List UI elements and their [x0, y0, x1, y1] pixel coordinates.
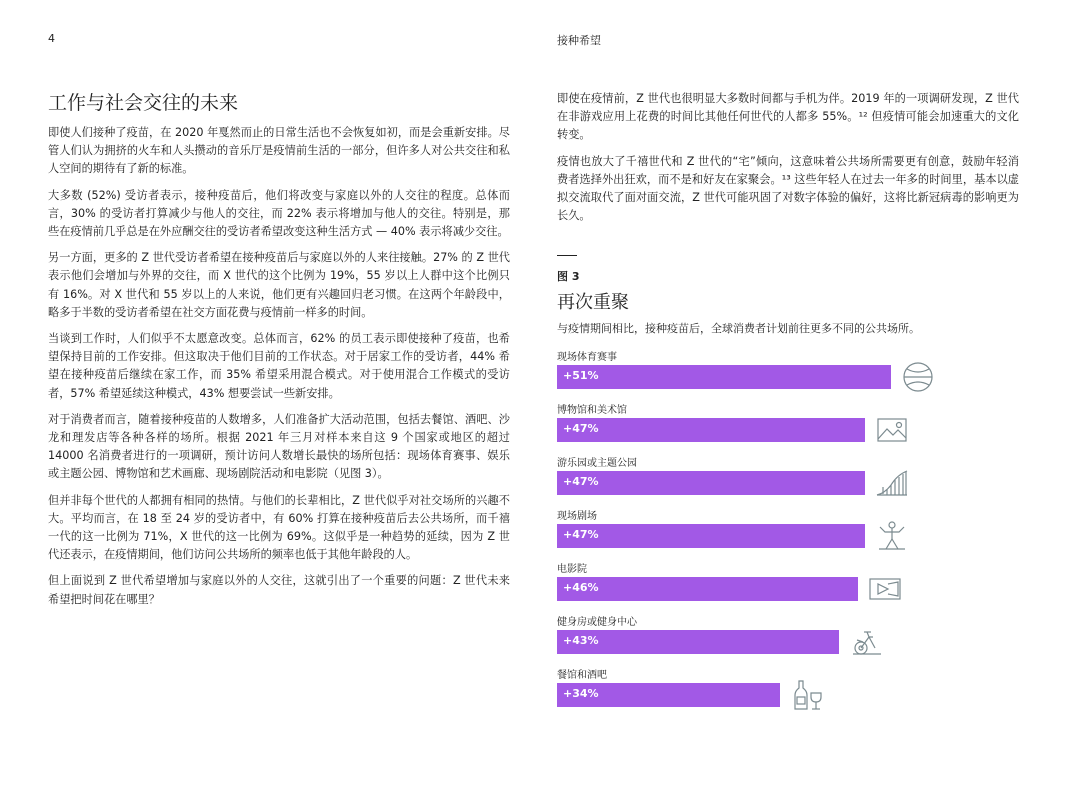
chart-row: [557, 558, 1019, 611]
paragraph: 疫情也放大了千禧世代和 Z 世代的“宅”倾向，这意味着公共场所需要更有创意，鼓励年轻消费者选择外出狂欢，而不是和好友在家聚会。¹³ 这些年轻人在过去一年多的时间里，基本以虚拟交流取代了面对面交流，Z 世代可能巩固了对数字体验的偏好，这将比新冠病毒的影响更为长久。: [557, 154, 1019, 223]
chart-row: [557, 505, 1019, 558]
performer-icon: [875, 520, 909, 552]
bar-value-label: +46%: [563, 581, 599, 595]
category-label: 健身房或健身中心: [557, 617, 637, 629]
rollercoaster-icon: [875, 467, 909, 499]
right-column: [557, 90, 1019, 717]
chart-row: [557, 452, 1019, 505]
bar: [557, 577, 858, 601]
running-title: 接种希望: [557, 34, 601, 47]
category-label: 餐馆和酒吧: [557, 670, 607, 682]
chart-row: [557, 346, 1019, 399]
category-label: 电影院: [557, 564, 587, 576]
paragraph: 另一方面，更多的 Z 世代受访者希望在接种疫苗后与家庭以外的人来往接触。27% 的 Z 世代表示他们会增加与外界的交往，而 X 世代的这个比例为 19%，55 岁以上人群中这个比例只有 16%。对 X 世代和 55 岁以上的人来说，他们更有兴趣回归老习惯。在这两个年龄段中，略多于半数的受访者希望在社交方面花费与疫情前一样多的时间。: [48, 251, 510, 319]
paragraph: 即使人们接种了疫苗，在 2020 年戛然而止的日常生活也不会恢复如初，而是会重新安排。尽管人们认为拥挤的火车和人头攒动的音乐厅是疫情前生活的一部分，但许多人对公共交往和私人空间的期待有了新的标准。: [48, 126, 510, 176]
ball-icon: [901, 361, 935, 393]
paragraph: 即使在疫情前，Z 世代也很明显大多数时间都与手机为伴。2019 年的一项调研发现，Z 世代在非游戏应用上花费的时间比其他任何世代的人都多 55%。¹² 但疫情可能会加速重大的文化转变。: [557, 92, 1019, 142]
bar: [557, 524, 865, 548]
paragraph: 对于消费者而言，随着接种疫苗的人数增多，人们准备扩大活动范围，包括去餐馆、酒吧、沙龙和理发店等各种各样的场所。根据 2021 年三月对样本来自这 9 个国家或地区的超过 14000 名消费者进行的一项调研，预计访问人数增长最快的场所包括：现场体育赛事、娱乐或主题公园、博物馆和艺术画廊、现场剧院活动和电影院（见图 3）。: [48, 412, 510, 481]
paragraph: 但上面说到 Z 世代希望增加与家庭以外的人交往，这就引出了一个重要的问题：Z 世代未来希望把时间花在哪里？: [48, 574, 510, 606]
bottle-glass-icon: [790, 679, 824, 711]
figure-subtitle: 与疫情期间相比，接种疫苗后，全球消费者计划前往更多不同的公共场所。: [557, 322, 920, 336]
bar-chart: [557, 346, 1019, 717]
movie-camera-icon: [868, 573, 902, 605]
figure-divider: [557, 255, 577, 256]
chart-row: [557, 611, 1019, 664]
paragraph: 大多数 (52%) 受访者表示，接种疫苗后，他们将改变与家庭以外的人交往的程度。总体而言，30% 的受访者打算减少与他人的交往，而 22% 表示将增加与他人的交往。特别是，那些在疫情前几乎总是在外应酬交往的受访者希望改变这种生活方式 — 40% 表示将减少交往。: [48, 188, 510, 239]
exercise-bike-icon: [849, 626, 883, 658]
chart-row: [557, 664, 1019, 717]
paragraph: 但并非每个世代的人都拥有相同的热情。与他们的长辈相比，Z 世代似乎对社交场所的兴趣不大。平均而言，在 18 至 24 岁的受访者中，有 60% 打算在接种疫苗后去公共场所，而千禧一代的这一比例为 71%，X 世代的这一比例为 69%。这似乎是一种趋势的延续，因为 Z 世代还表示，在疫情期间，他们访问公共场所的频率也低于其他年龄段的人。: [48, 493, 510, 562]
section-title: 工作与社会交往的未来: [48, 92, 239, 114]
bar-value-label: +34%: [563, 687, 599, 701]
figure-title: 再次重聚: [557, 292, 629, 314]
bar: [557, 418, 865, 442]
bar-value-label: +51%: [563, 369, 599, 383]
left-column: [48, 90, 510, 617]
bar: [557, 471, 865, 495]
category-label: 现场剧场: [557, 511, 597, 523]
bar: [557, 683, 780, 707]
paragraph: 当谈到工作时，人们似乎不太愿意改变。总体而言，62% 的员工表示即使接种了疫苗，也希望保持目前的工作安排。但这取决于他们目前的工作状态。对于居家工作的受访者，44% 希望在接种疫苗后继续在家工作，而 35% 希望采用混合模式。对于使用混合工作模式的受访者，57% 希望延续这种模式，43% 想要尝试一些新安排。: [48, 332, 510, 400]
bar-value-label: +47%: [563, 528, 599, 542]
bar: [557, 365, 891, 389]
category-label: 现场体育赛事: [557, 352, 617, 364]
bar-value-label: +43%: [563, 634, 599, 648]
picture-icon: [875, 414, 909, 446]
bar: [557, 630, 839, 654]
category-label: 博物馆和美术馆: [557, 405, 627, 417]
figure-label: 图 3: [557, 270, 580, 284]
page-number: 4: [48, 32, 55, 45]
category-label: 游乐园或主题公园: [557, 458, 637, 470]
bar-value-label: +47%: [563, 475, 599, 489]
bar-value-label: +47%: [563, 422, 599, 436]
chart-row: [557, 399, 1019, 452]
